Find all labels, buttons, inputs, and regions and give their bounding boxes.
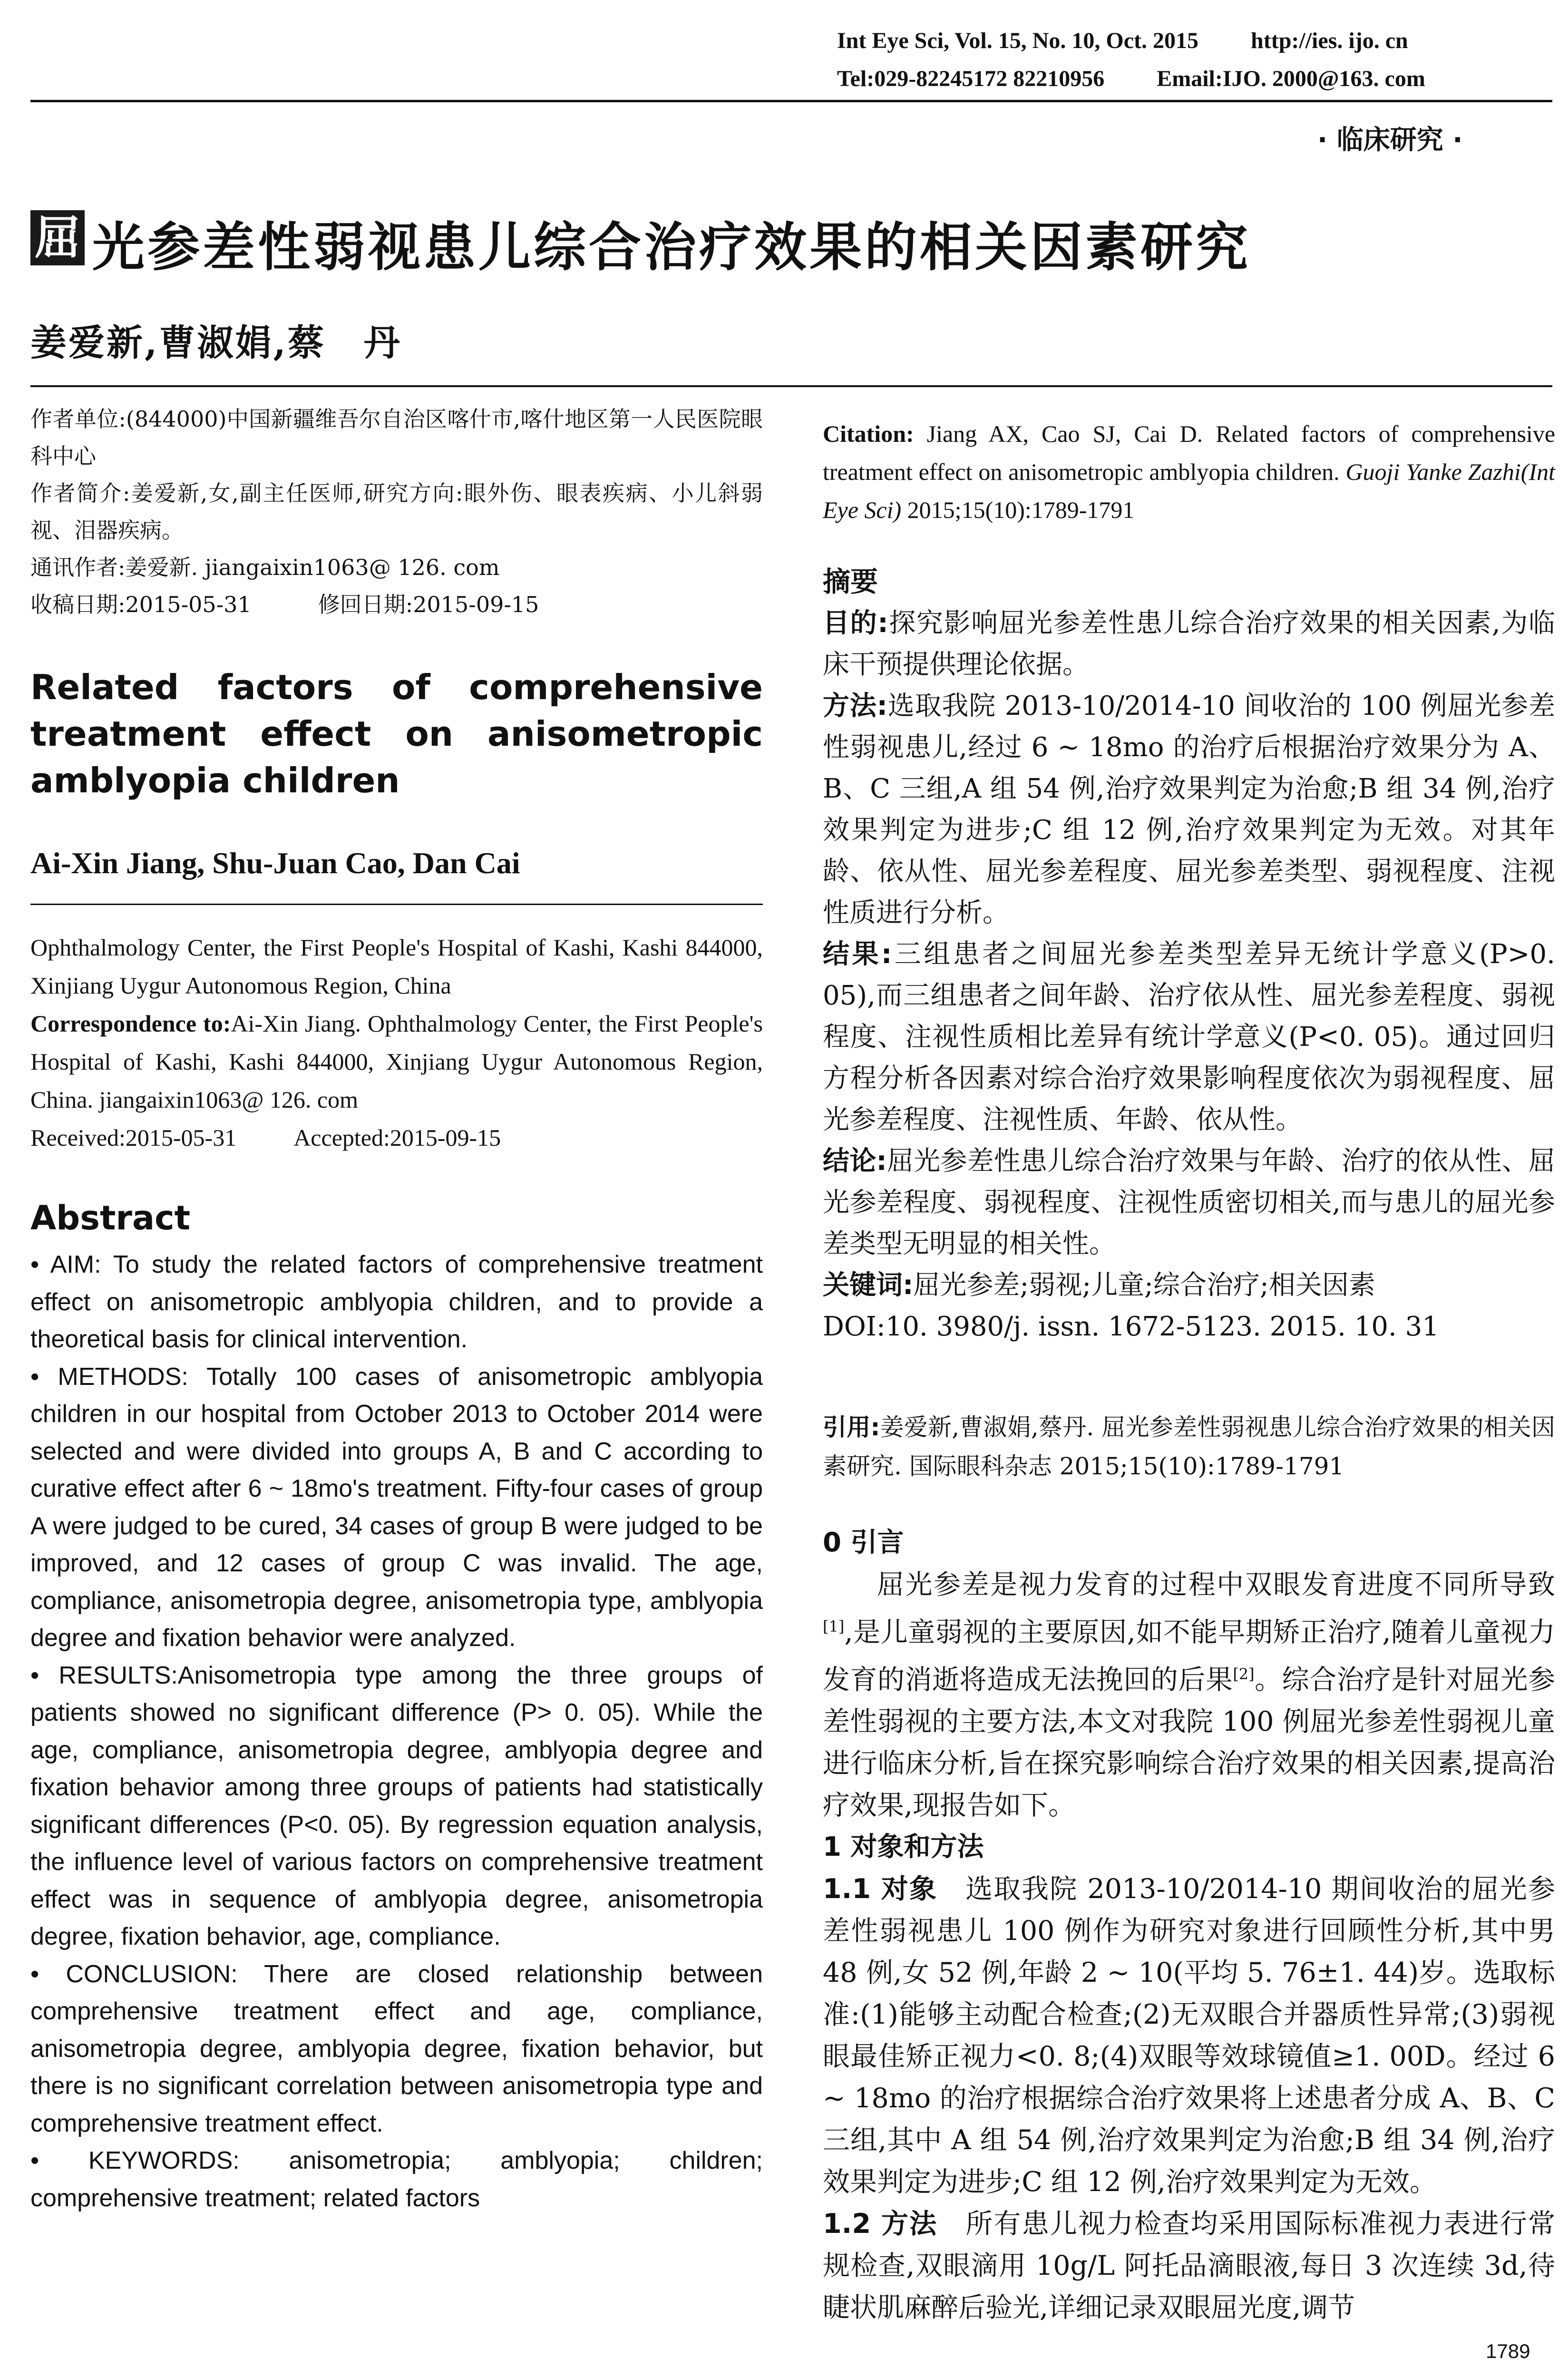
author-bio: 作者简介:姜爱新,女,副主任医师,研究方向:眼外伤、眼表疾病、小儿斜弱视、泪器疾病。 — [30, 480, 763, 543]
subjects-paragraph: 1.1 对象 选取我院 2013-10/2014-10 期间收治的屈光参差性弱视患儿 100 例作为研究对象进行回顾性分析,其中男 48 例,女 52 例,年龄 2 ~ 10(平均 5. 76±1. 44)岁。选取标准:(1)能够主动配合检查;(2)无双眼合并器质性异常;(3)弱视眼最佳矫正视力<0. 8;(4)双眼等效球镜值≥1. 00D。经过 6 ~ 18mo 的治疗根据综合治疗效果将上述患者分成 A、B、C 三组,其中 A 组 54 例,治疗效果判定为治愈;B 组 34 例,治疗效果判定为进步;C 组 12 例,治疗效果判定为无效。 — [823, 1873, 1555, 2198]
abstract-keywords: • KEYWORDS: anisometropia; amblyopia; children; comprehensive treatment; related factors — [30, 2147, 763, 2212]
section-tag: · 临床研究 · — [1317, 125, 1463, 156]
journal-header-line — [837, 28, 1408, 54]
journal-email[interactable]: Email:IJO. 2000@163. com — [1157, 66, 1425, 91]
journal-contact-line — [837, 66, 1425, 92]
chinese-abstract-aim: 目的:探究影响屈光参差性患儿综合治疗效果的相关因素,为临床干预提供理论依据。 — [823, 608, 1555, 680]
english-dates: Received:2015-05-31 Accepted:2015-09-15 — [30, 1124, 501, 1151]
citation-block — [823, 415, 1555, 529]
chinese-abstract-conclusion: 结论:屈光参差性患儿综合治疗效果与年龄、治疗的依从性、屈光参差程度、弱视程度、注视性质密切相关,而与患儿的屈光参差类型无明显的相关性。 — [823, 1146, 1555, 1259]
citation-label: Citation: — [823, 420, 914, 447]
authors-cn: 姜爱新,曹淑娟,蔡 丹 — [30, 321, 402, 364]
methods-heading: 1 对象和方法 — [823, 1831, 984, 1862]
intro-heading: 0 引言 — [823, 1527, 904, 1558]
english-affiliation-block — [30, 928, 763, 1157]
abstract-conclusion: • CONCLUSION: There are closed relationship between comprehensive treatment effect and age, compliance, anisometropia degree, amblyopia degree, fixation behavior, but there is no significant correlation between anisometropia type and comprehensive treatment effect. — [30, 1960, 763, 2137]
reference-1[interactable]: [1] — [823, 1617, 845, 1636]
chinese-abstract-keywords: 关键词:屈光参差;弱视;儿童;综合治疗;相关因素 — [823, 1270, 1375, 1301]
english-correspondence: Correspondence to:Ai-Xin Jiang. Ophthalmology Center, the First People's Hospital of Kashi, Kashi 844000, Xinjiang Uygur Autonomous Region, China. jiangaixin1063@ 126. com — [30, 1010, 763, 1113]
english-abstract — [30, 1246, 763, 2217]
doi[interactable]: DOI:10. 3980/j. issn. 1672-5123. 2015. 10. 31 — [823, 1311, 1439, 1342]
article-title: 光参差性弱视患儿综合治疗效果的相关因素研究 — [92, 217, 1251, 278]
intro-paragraph: 屈光参差是视力发育的过程中双眼发育进度不同所导致[1],是儿童弱视的主要原因,如不能早期矫正治疗,随着儿童视力发育的消逝将造成无法挽回的后果[2]。综合治疗是针对屈光参差性弱视的主要方法,本文对我院 100 例屈光参差性弱视儿童进行临床分析,旨在探究影响综合治疗效果的相关因素,提高治疗效果,现报告如下。 — [823, 1569, 1556, 1821]
abstract-aim: • AIM: To study the related factors of comprehensive treatment effect on anisometropic amblyopia children, and to provide a theoretical basis for clinical intervention. — [30, 1251, 763, 1353]
dates-line: 收稿日期:2015-05-31 修回日期:2015-09-15 — [30, 592, 539, 617]
reference-2[interactable]: [2] — [1233, 1665, 1255, 1683]
abstract-results: • RESULTS:Anisometropia type among the three groups of patients showed no significant difference (P> 0. 05). While the age, compliance, anisometropia degree, amblyopia degree and fixation behavior among three groups of patients had statistically significant differences (P<0. 05). By regression equation analysis, the influence level of various factors on comprehensive treatment effect was in sequence of amblyopia degree, anisometropia degree, fixation behavior, age, compliance. — [30, 1661, 763, 1950]
header-rule — [30, 100, 1552, 102]
page-number: 1789 — [1486, 2340, 1530, 2362]
chinese-citation: 引用:姜爱新,曹淑娟,蔡丹. 屈光参差性弱视患儿综合治疗效果的相关因素研究. 国际眼科杂志 2015;15(10):1789-1791 — [823, 1413, 1555, 1480]
article-body — [823, 1522, 1555, 2328]
chinese-abstract-heading: 摘要 — [823, 565, 878, 598]
citation-tail: 2015;15(10):1789-1791 — [907, 497, 1135, 523]
author-info-block — [30, 400, 763, 623]
journal-citation-line: Int Eye Sci, Vol. 15, No. 10, Oct. 2015 — [837, 28, 1199, 53]
journal-tel: Tel:029-82245172 82210956 — [837, 66, 1105, 91]
citation-journal: Guoji Yanke Zazhi(Int Eye Sci) — [823, 458, 1555, 523]
citation-text: Jiang AX, Cao SJ, Cai D. Related factors of comprehensive treatment effect on anisometropic amblyopia children. — [823, 420, 1556, 485]
author-unit: 作者单位:(844000)中国新疆维吾尔自治区喀什市,喀什地区第一人民医院眼科中心 — [30, 406, 763, 469]
english-authors: Ai-Xin Jiang, Shu-Juan Cao, Dan Cai — [30, 846, 520, 880]
corresponding-author: 通讯作者:姜爱新. jiangaixin1063@ 126. com — [30, 555, 500, 580]
title-rule — [30, 385, 1552, 387]
methods-paragraph: 1.2 方法 所有患儿视力检查均采用国际标准视力表进行常规检查,双眼滴用 10g/L 阿托品滴眼液,每日 3 次连续 3d,待睫状肌麻醉后验光,详细记录双眼屈光度,调节 — [823, 2208, 1556, 2323]
chinese-abstract — [823, 561, 1555, 1347]
journal-url[interactable]: http://ies. ijo. cn — [1251, 28, 1408, 53]
chinese-abstract-methods: 方法:选取我院 2013-10/2014-10 间收治的 100 例屈光参差性弱视患儿,经过 6 ~ 18mo 的治疗后根据治疗效果分为 A、B、C 三组,A 组 54 例,治疗效果判定为治愈;B 组 34 例,治疗效果判定为进步;C 组 12 例,治疗效果判定为无效。对其年龄、依从性、屈光参差程度、屈光参差类型、弱视程度、注视性质进行分析。 — [823, 691, 1555, 928]
title-first-char-box: 屈 — [30, 210, 85, 265]
abstract-methods: • METHODS: Totally 100 cases of anisometropic amblyopia children in our hospital from October 2013 to October 2014 were selected and were divided into groups A, B and C according to curative effect after 6 ~ 18mo's treatment. Fifty-four cases of group A were judged to be cured, 34 cases of group B were judged to be improved, and 12 cases of group C was invalid. The age, compliance, anisometropia degree, anisometropia type, amblyopia degree and fixation behavior were analyzed. — [30, 1363, 763, 1652]
english-title: Related factors of comprehensive treatment effect on anisometropic amblyopia children — [30, 667, 763, 800]
abstract-heading: Abstract — [30, 1198, 191, 1237]
english-authors-rule — [30, 904, 763, 905]
chinese-abstract-results: 结果:三组患者之间屈光参差类型差异无统计学意义(P>0. 05),而三组患者之间年龄、治疗依从性、屈光参差程度、弱视程度、注视性质相比差异有统计学意义(P<0. 05)。通过回归方程分析各因素对综合治疗效果影响程度依次为弱视程度、屈光参差程度、注视性质、年龄、依从性。 — [823, 939, 1555, 1135]
english-affiliation: Ophthalmology Center, the First People's Hospital of Kashi, Kashi 844000, Xinjiang Uygur Autonomous Region, China — [30, 934, 763, 999]
